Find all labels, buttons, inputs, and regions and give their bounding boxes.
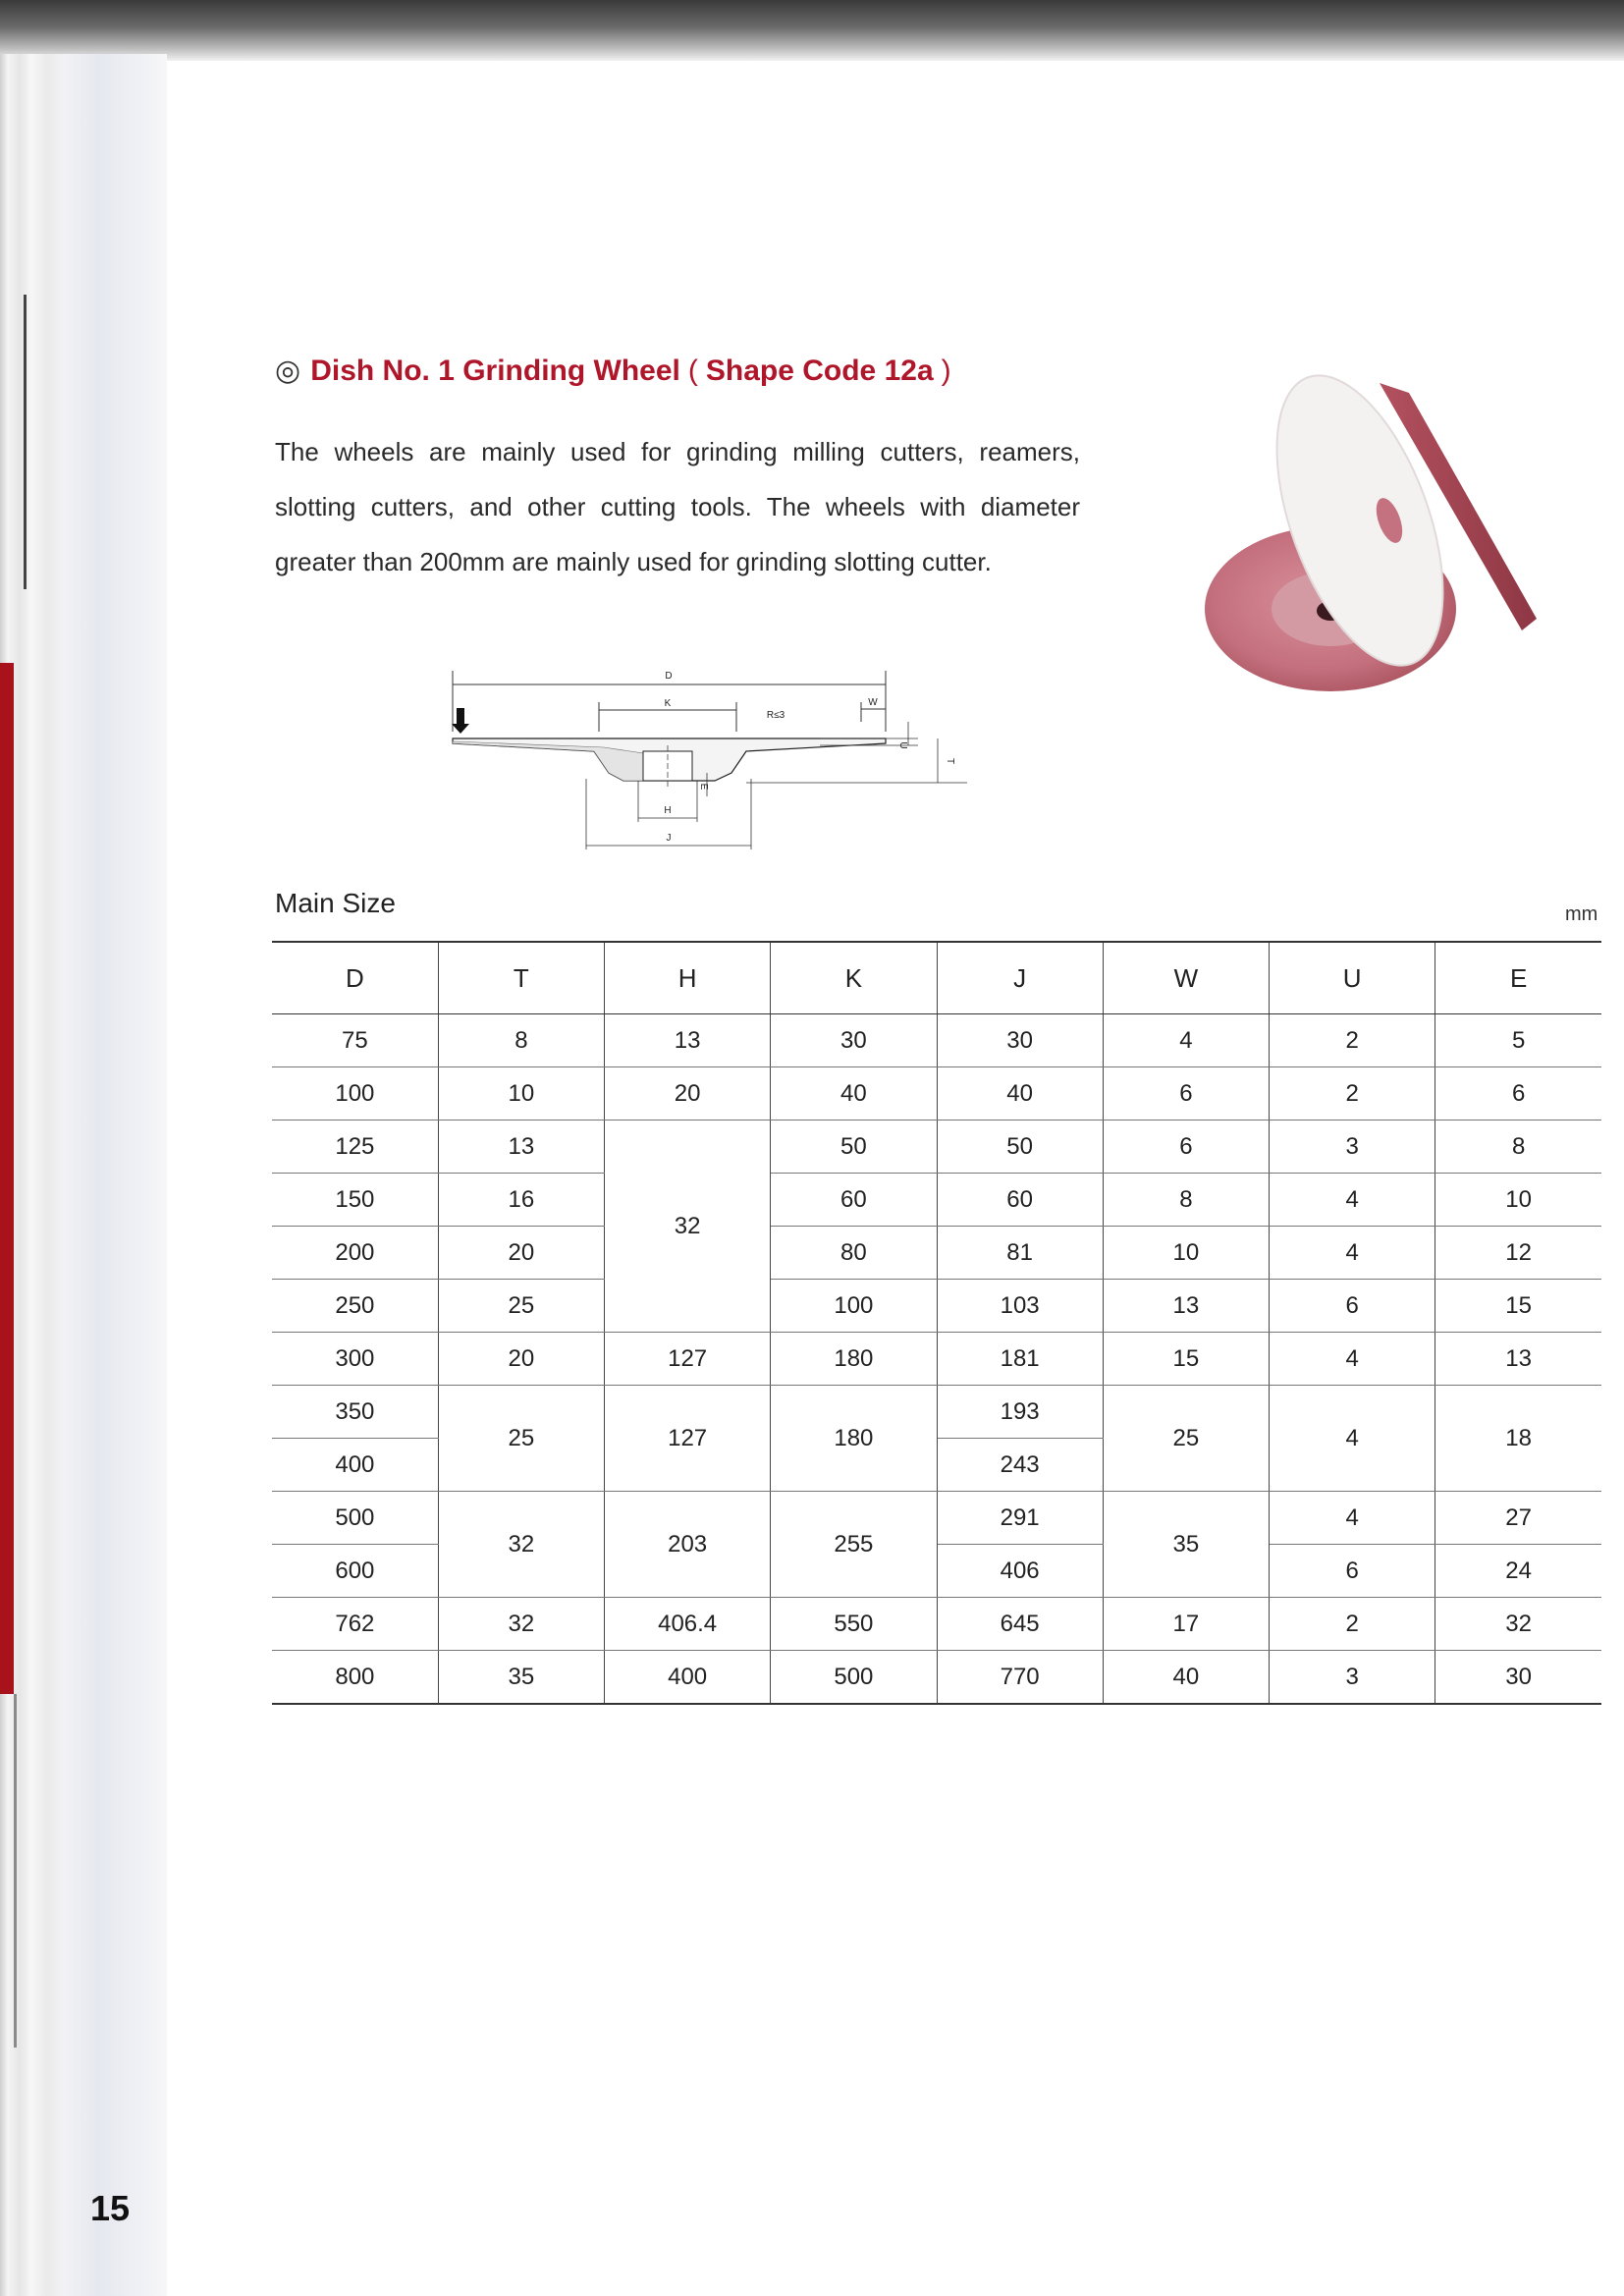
cell-u: 4	[1270, 1174, 1435, 1227]
cell-e: 12	[1435, 1227, 1601, 1280]
cell-h: 400	[605, 1651, 771, 1705]
cell-u: 2	[1270, 1598, 1435, 1651]
dim-e-label: E	[698, 783, 709, 791]
title-text: Dish No. 1 Grinding Wheel	[310, 355, 680, 387]
page-number: 15	[90, 2188, 131, 2228]
dim-r-label: R≤3	[766, 710, 785, 721]
cell-d: 350	[272, 1386, 438, 1439]
header-h: H	[605, 942, 771, 1014]
cell-d: 200	[272, 1227, 438, 1280]
cell-e: 6	[1435, 1067, 1601, 1121]
cell-u: 3	[1270, 1121, 1435, 1174]
cell-d: 150	[272, 1174, 438, 1227]
cell-e: 24	[1435, 1545, 1601, 1598]
cell-t: 25	[438, 1280, 604, 1333]
cell-j: 103	[937, 1280, 1103, 1333]
cell-w: 6	[1103, 1121, 1269, 1174]
dim-t-label: T	[945, 757, 955, 765]
header-d: D	[272, 942, 438, 1014]
header-j: J	[937, 942, 1103, 1014]
cell-w: 4	[1103, 1014, 1269, 1067]
cell-w: 8	[1103, 1174, 1269, 1227]
scan-top-edge	[0, 0, 1624, 61]
cell-k: 40	[771, 1067, 937, 1121]
cell-j: 193	[937, 1386, 1103, 1439]
table-header-row	[272, 942, 1601, 1014]
cell-u: 4	[1270, 1492, 1435, 1545]
cell-k: 550	[771, 1598, 937, 1651]
cell-d: 100	[272, 1067, 438, 1121]
dim-h-label: H	[664, 805, 672, 816]
table-row	[272, 1174, 1601, 1227]
cell-u: 4	[1270, 1227, 1435, 1280]
cell-j: 40	[937, 1067, 1103, 1121]
table-row	[272, 1121, 1601, 1174]
cell-h: 13	[605, 1014, 771, 1067]
table-row	[272, 1067, 1601, 1121]
cell-d: 125	[272, 1121, 438, 1174]
cell-t-merged: 32	[438, 1492, 604, 1598]
cell-u: 2	[1270, 1014, 1435, 1067]
bullet-mark: ◎	[275, 355, 301, 387]
cell-e: 5	[1435, 1014, 1601, 1067]
header-w: W	[1103, 942, 1269, 1014]
cell-w: 17	[1103, 1598, 1269, 1651]
cell-e: 15	[1435, 1280, 1601, 1333]
table-row	[272, 1651, 1601, 1705]
cell-t: 16	[438, 1174, 604, 1227]
section-title	[275, 354, 959, 388]
cell-k: 50	[771, 1121, 937, 1174]
header-e: E	[1435, 942, 1601, 1014]
cell-t: 20	[438, 1227, 604, 1280]
table-unit: mm	[1565, 903, 1598, 925]
cell-d: 250	[272, 1280, 438, 1333]
dim-k-label: K	[664, 698, 672, 709]
cell-d: 75	[272, 1014, 438, 1067]
cell-t: 13	[438, 1121, 604, 1174]
cell-e: 30	[1435, 1651, 1601, 1705]
cell-k: 30	[771, 1014, 937, 1067]
cell-e: 32	[1435, 1598, 1601, 1651]
header-k: K	[771, 942, 937, 1014]
cell-h: 20	[605, 1067, 771, 1121]
cell-w-merged: 35	[1103, 1492, 1269, 1598]
cell-t: 20	[438, 1333, 604, 1386]
description-paragraph: The wheels are mainly used for grinding milling cutters, reamers, slotting cutters, and other cutting tools. The wheels with diameter greater than 200mm are mainly used for grinding slotting cutter.	[275, 437, 1080, 576]
table-row	[272, 1386, 1601, 1439]
cell-e: 10	[1435, 1174, 1601, 1227]
cell-k: 80	[771, 1227, 937, 1280]
cell-h-merged: 203	[605, 1492, 771, 1598]
cell-k-merged: 180	[771, 1386, 937, 1492]
cell-j: 30	[937, 1014, 1103, 1067]
cell-j: 645	[937, 1598, 1103, 1651]
cell-j: 770	[937, 1651, 1103, 1705]
mounting-arrow	[452, 708, 469, 734]
cell-e-merged: 18	[1435, 1386, 1601, 1492]
cell-k-merged: 255	[771, 1492, 937, 1598]
cell-k: 60	[771, 1174, 937, 1227]
cell-t: 35	[438, 1651, 604, 1705]
cell-j: 406	[937, 1545, 1103, 1598]
shape-code: Shape Code 12a	[705, 355, 934, 387]
main-size-table	[272, 941, 1601, 1705]
cell-h: 127	[605, 1333, 771, 1386]
cell-h-merged: 127	[605, 1386, 771, 1492]
cell-t: 8	[438, 1014, 604, 1067]
cell-e: 27	[1435, 1492, 1601, 1545]
cell-w: 40	[1103, 1651, 1269, 1705]
cell-t: 10	[438, 1067, 604, 1121]
grinding-wheel-photo	[1203, 373, 1566, 702]
cell-d: 400	[272, 1439, 438, 1492]
table-row	[272, 1333, 1601, 1386]
dim-u-label: U	[897, 741, 908, 749]
cell-u: 6	[1270, 1280, 1435, 1333]
cell-d: 500	[272, 1492, 438, 1545]
spine-line	[24, 295, 27, 589]
cell-j: 181	[937, 1333, 1103, 1386]
cell-u: 2	[1270, 1067, 1435, 1121]
dim-j-label: J	[666, 833, 672, 844]
cell-d: 800	[272, 1651, 438, 1705]
paren-close: )	[941, 355, 951, 387]
table-row	[272, 1492, 1601, 1545]
cell-e: 8	[1435, 1121, 1601, 1174]
cell-j: 50	[937, 1121, 1103, 1174]
paren-open: (	[687, 355, 698, 387]
cell-t: 32	[438, 1598, 604, 1651]
cell-w-merged: 25	[1103, 1386, 1269, 1492]
cell-e: 13	[1435, 1333, 1601, 1386]
dim-d-label: D	[665, 671, 673, 682]
table-row	[272, 1280, 1601, 1333]
spine-red-band	[0, 663, 14, 1694]
cell-d: 600	[272, 1545, 438, 1598]
cell-w: 10	[1103, 1227, 1269, 1280]
cell-w: 6	[1103, 1067, 1269, 1121]
cell-j: 291	[937, 1492, 1103, 1545]
table-caption: Main Size	[275, 888, 396, 918]
dim-w-label: W	[868, 697, 878, 708]
cell-u: 3	[1270, 1651, 1435, 1705]
cell-u-merged: 4	[1270, 1386, 1435, 1492]
cell-h: 406.4	[605, 1598, 771, 1651]
cell-k: 500	[771, 1651, 937, 1705]
table-row	[272, 1598, 1601, 1651]
cell-u: 4	[1270, 1333, 1435, 1386]
header-u: U	[1270, 942, 1435, 1014]
cell-d: 300	[272, 1333, 438, 1386]
cell-h-merged: 32	[605, 1121, 771, 1333]
spine-line-lower	[14, 1694, 17, 2048]
cell-j: 81	[937, 1227, 1103, 1280]
wheel-cross-section-diagram	[447, 663, 967, 859]
cell-k: 180	[771, 1333, 937, 1386]
cell-j: 243	[937, 1439, 1103, 1492]
cell-j: 60	[937, 1174, 1103, 1227]
table-row	[272, 1014, 1601, 1067]
cell-w: 15	[1103, 1333, 1269, 1386]
cell-k: 100	[771, 1280, 937, 1333]
cell-w: 13	[1103, 1280, 1269, 1333]
cell-t-merged: 25	[438, 1386, 604, 1492]
cell-u: 6	[1270, 1545, 1435, 1598]
table-row	[272, 1227, 1601, 1280]
header-t: T	[438, 942, 604, 1014]
cell-d: 762	[272, 1598, 438, 1651]
